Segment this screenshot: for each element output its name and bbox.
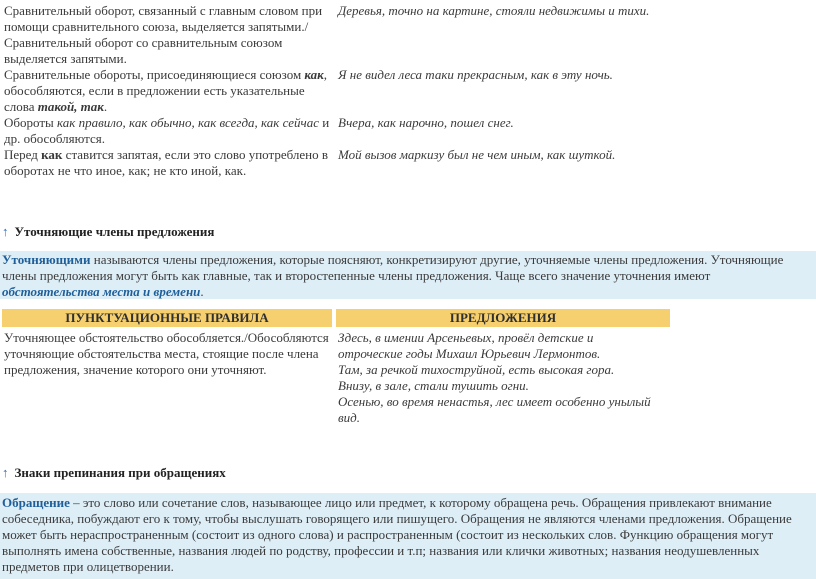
column-header-examples: ПРЕДЛОЖЕНИЯ	[336, 309, 670, 327]
section-heading	[2, 224, 214, 240]
up-arrow-icon[interactable]: ↑	[2, 465, 9, 480]
up-arrow-icon[interactable]: ↑	[2, 224, 9, 239]
term: Уточняющими	[2, 252, 91, 267]
section-heading	[2, 465, 226, 481]
definition-text: Обращение – это слово или сочетание слов, называющее лицо или предмет, к которому обращена речь. Обращения привлекают внимание собеседника, побуждают его к тому, чтобы выслушать говорящего или пишущего. Обращения не являются членами предложения. Обращение может быть нераспространенным (состоит из одного слова) и распространенным (состоит из нескольких слов. Функцию обращения могут выполнять имена собственные, названия людей по родству, профессии и т.п; названия или клички животных; названия неодушевленных предметов при олицетворении.	[2, 495, 792, 574]
example-text: Я не видел леса таки прекрасным, как в эту ночь.	[338, 67, 613, 82]
rule-text: Уточняющее обстоятельство обособляется./Обособляются уточняющие обстоятельства места, стоящие после члена предложения, значение которого они уточняют.	[4, 330, 329, 377]
rule-text: Перед как ставится запятая, если это слово употреблено в оборотах не что иное, как; не кто иной, как.	[4, 147, 328, 178]
rule-text: Сравнительные обороты, присоединяющиеся союзом как, обособляются, если в предложении есть указательные слова такой, так.	[4, 67, 328, 114]
example-text: Вчера, как нарочно, пошел снег.	[338, 115, 514, 130]
example-text: Там, за речкой тихоструйной, есть высокая гора.	[338, 362, 615, 377]
example-text: Мой вызов маркизу был не чем иным, как шуткой.	[338, 147, 616, 162]
examples-list	[338, 330, 658, 426]
definition-text: Уточняющими называются члены предложения, которые поясняют, конкретизируют другие, уточняемые члены предложения. Уточняющие члены предложения могут быть как главные, так и второстепенные члены предложения. Чаще всего значение уточнения имеют обстоятельства места и времени.	[2, 252, 784, 299]
column-header-rules: ПУНКТУАЦИОННЫЕ ПРАВИЛА	[2, 309, 332, 327]
rule-text: Сравнительный оборот, связанный с главным словом при помощи сравнительного союза, выделяется запятыми./ Сравнительный оборот со сравнительным союзом выделяется запятыми.	[4, 3, 323, 66]
section-title: Уточняющие члены предложения	[14, 224, 215, 239]
example-text: Здесь, в имении Арсеньевых, провёл детские и отроческие годы Михаил Юрьевич Лермонтов.	[338, 330, 601, 361]
term: Обращение	[2, 495, 70, 510]
rule-text: Обороты как правило, как обычно, как всегда, как сейчас и др. обособляются.	[4, 115, 330, 146]
example-text: Деревья, точно на картине, стояли недвижимы и тихи.	[338, 3, 650, 18]
example-text: Внизу, в зале, стали тушить огни.	[338, 378, 529, 393]
example-text: Осенью, во время ненастья, лес имеет особенно унылый вид.	[338, 394, 651, 425]
section-title: Знаки препинания при обращениях	[14, 465, 226, 480]
